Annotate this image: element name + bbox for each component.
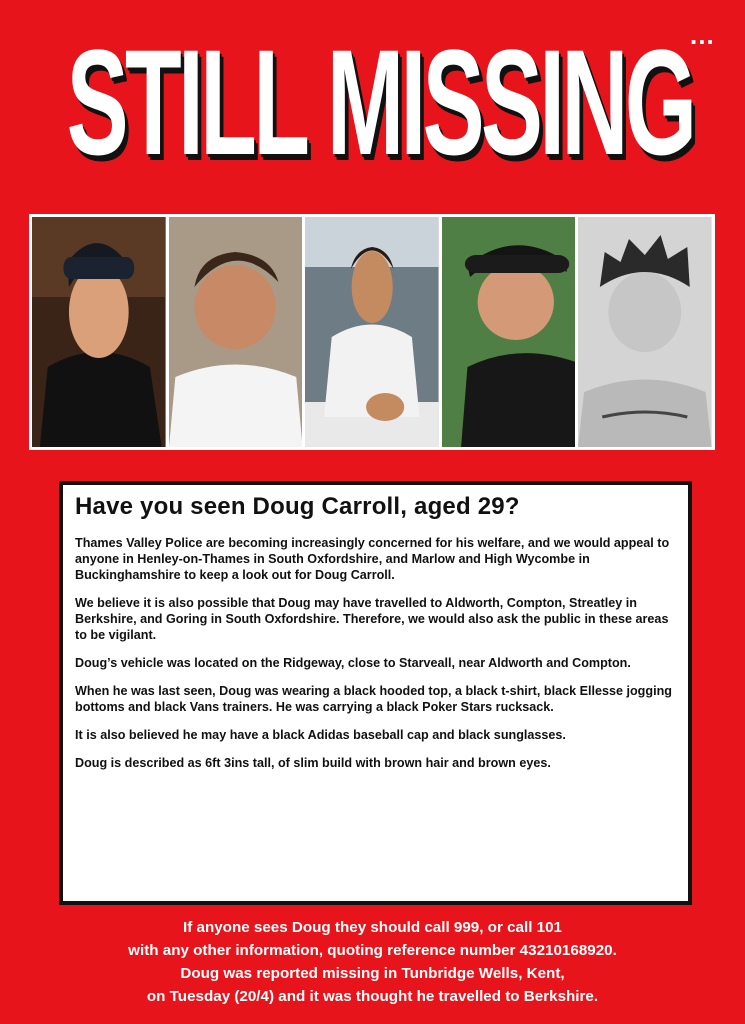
footer-line: If anyone sees Doug they should call 999, or call 101	[183, 919, 562, 936]
photo-strip	[29, 214, 715, 450]
info-box	[59, 481, 692, 905]
portrait-photo-5-icon	[578, 217, 712, 447]
headline: STILL MISSING	[66, 18, 694, 186]
info-paragraph: Doug’s vehicle was located on the Ridgeway, close to Starveall, near Aldworth and Compton.	[75, 656, 631, 670]
info-paragraph: Thames Valley Police are becoming increasingly concerned for his welfare, and we would appeal to anyone in Henley-on-Thames in South Oxfordshire, and Marlow and High Wycombe in Buckinghamshire to keep a look out for Doug Carroll.	[75, 536, 670, 582]
info-title: Have you seen Doug Carroll, aged 29?	[75, 493, 520, 520]
portrait-photo-1-icon	[32, 217, 166, 447]
headline-ellipsis: ...	[690, 20, 715, 50]
portrait-photo-3-icon	[305, 217, 439, 447]
footer-line: Doug was reported missing in Tunbridge Wells, Kent,	[180, 965, 565, 982]
portrait-photo-4-icon	[442, 217, 576, 447]
footer-line: on Tuesday (20/4) and it was thought he travelled to Berkshire.	[146, 988, 599, 1005]
footer-line: with any other information, quoting reference number 43210168920.	[128, 942, 617, 959]
info-paragraph: Doug is described as 6ft 3ins tall, of slim build with brown hair and brown eyes.	[75, 756, 551, 770]
info-paragraph: It is also believed he may have a black Adidas baseball cap and black sunglasses.	[75, 728, 566, 742]
info-paragraph: When he was last seen, Doug was wearing a black hooded top, a black t-shirt, black Ellesse jogging bottoms and black Vans trainers. He was carrying a black Poker Stars rucksack.	[75, 684, 672, 714]
footer-appeal	[20, 916, 725, 1008]
portrait-photo-2-icon	[169, 217, 303, 447]
info-paragraph: We believe it is also possible that Doug may have travelled to Aldworth, Compton, Streatley in Berkshire, and Goring in South Oxfordshire. Therefore, we would also ask the public in these areas to be vigilant.	[75, 596, 669, 642]
